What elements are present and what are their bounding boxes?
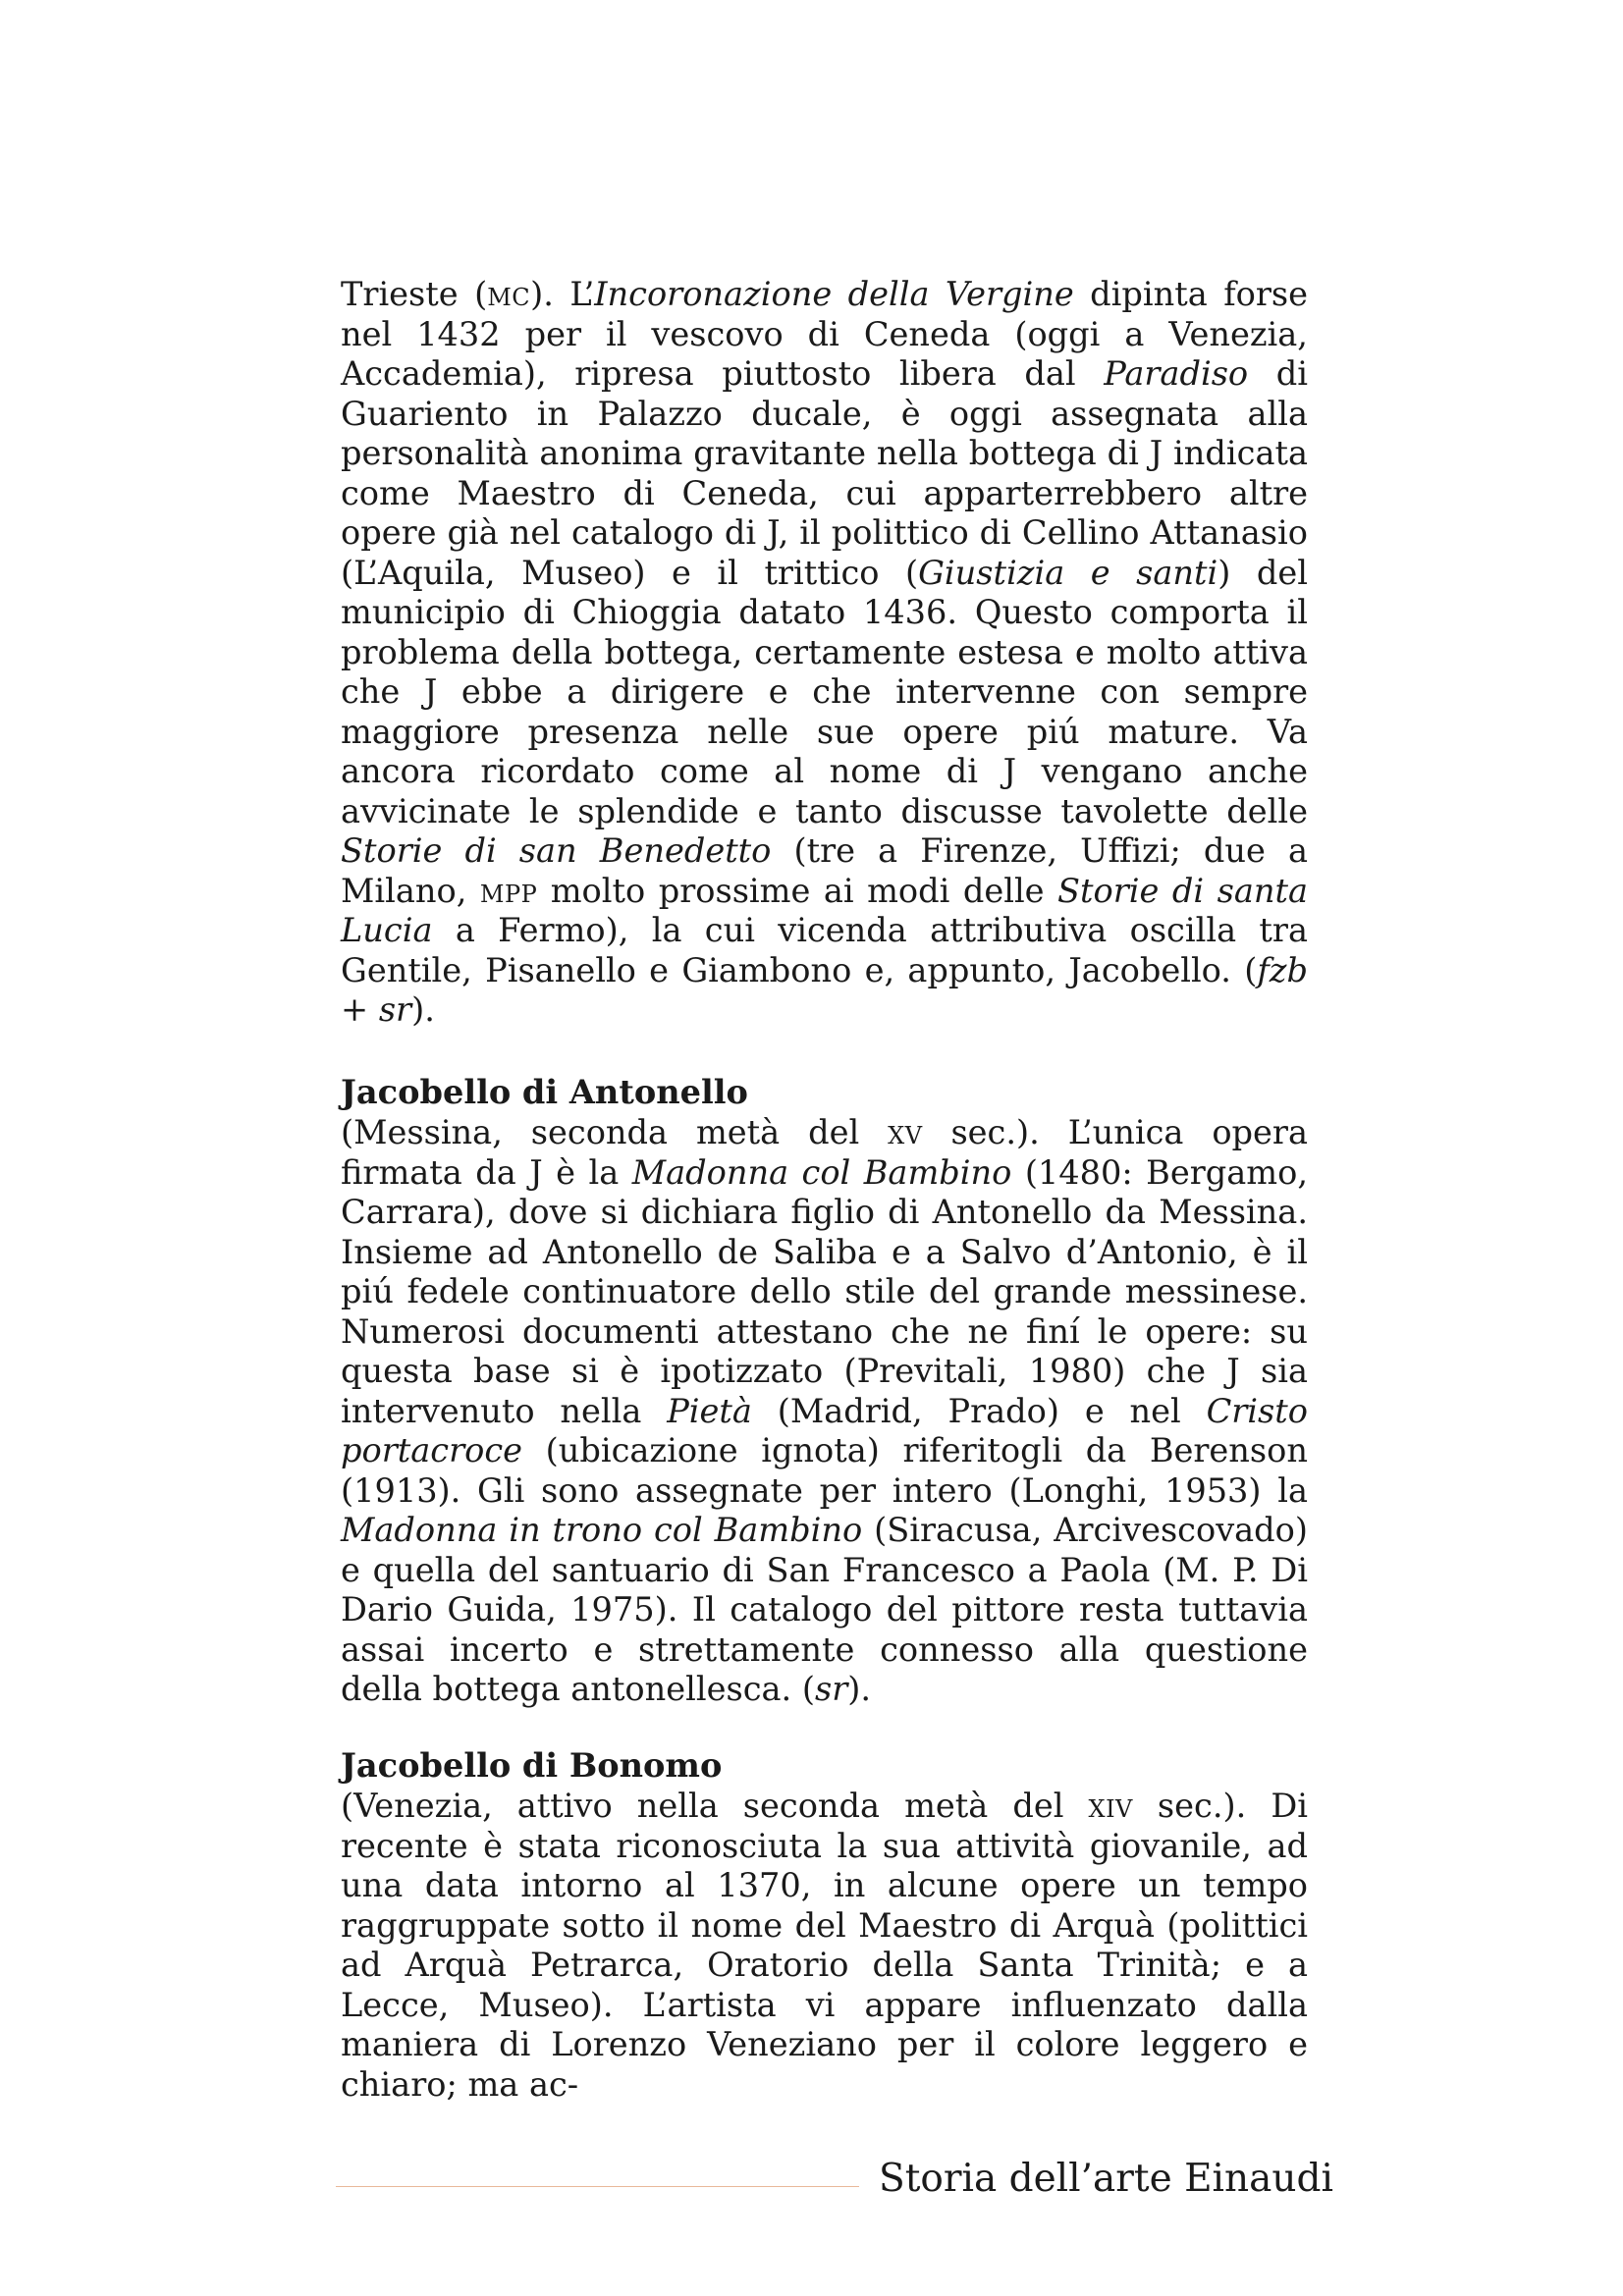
small-caps-run: xiv <box>1088 1787 1133 1825</box>
italic-run: sr <box>815 1670 848 1708</box>
text-run: ). <box>847 1670 872 1708</box>
text-run: sec.). L’unica opera firmata da J è la <box>341 1113 1308 1192</box>
text-run: (Venezia, attivo nella seconda metà del <box>341 1787 1089 1825</box>
entry-body <box>341 275 1308 1031</box>
text-run: (Madrid, Prado) e nel <box>751 1391 1207 1430</box>
small-caps-run: xv <box>888 1113 923 1151</box>
text-run: (Siracusa, Arcivescovado) e quella del santuario di San Francesco a Paola (M. P. Di Dario Guida, 1975). Il catalogo del pittore resta tuttavia assai incerto e strettamente connesso alla questione della bottega antonellesca. ( <box>341 1511 1308 1708</box>
text-run: di Guariento in Palazzo ducale, è oggi assegnata alla personalità anonima gravitante nella bottega di J indicata come Maestro di Ceneda, cui apparterrebbero altre opere già nel catalogo di J, il polittico di Cellino Attanasio (L’Aquila, Museo) e il trittico ( <box>341 354 1308 592</box>
text-run: ). <box>411 990 435 1029</box>
text-run: (tre a Firenze, Uffizi; due a Milano, <box>341 831 1309 910</box>
italic-run: Madonna in trono col Bambino <box>341 1511 863 1549</box>
italic-run: sr <box>378 990 412 1029</box>
entry-body <box>341 1113 1308 1710</box>
text-run: molto prossime ai modi delle <box>537 871 1058 910</box>
entry-body <box>341 1787 1308 2105</box>
italic-run: Incoronazione della Vergine <box>594 275 1074 313</box>
text-run: Trieste ( <box>341 275 488 313</box>
italic-run: Cristo portacroce <box>341 1391 1308 1469</box>
entry-heading: Jacobello di Antonello <box>341 1071 748 1111</box>
italic-run: Madonna col Bambino <box>631 1152 1012 1192</box>
italic-run: Storie di santa Lucia <box>341 871 1308 949</box>
italic-run: Storie di san Benedetto <box>341 831 772 870</box>
text-run: sec.). Di recente è stata riconosciuta la sua attività giovanile, ad una data intorno al 1370, in alcune opere un tempo raggruppate sotto il nome del Maestro di Arquà (polittici ad Arquà Petrarca, Oratorio della Santa Trinità; e a Lecce, Museo). L’artista vi appare influenzato dalla maniera di Lorenzo Veneziano per il colore leggero e chiaro; ma ac- <box>341 1787 1308 2104</box>
text-run: (Messina, seconda metà del <box>341 1113 889 1151</box>
text-run: ) del municipio di Chioggia datato 1436. Questo comporta il problema della bottega, certamente estesa e molto attiva che J ebbe a dirigere e che intervenne con sempre maggiore presenza nelle sue opere piú mature. Va ancora ricordato come al nome di J vengano anche avvicinate le splendide e tanto discusse tavolette delle <box>341 553 1308 830</box>
italic-run: Giustizia e santi <box>918 553 1218 592</box>
text-run: (ubicazione ignota) riferitogli da Berenson (1913). Gli sono assegnate per intero (Longhi, 1953) la <box>341 1431 1308 1510</box>
italic-run: fzb <box>1257 950 1308 989</box>
text-run: ). L’ <box>530 275 595 313</box>
page-text-column <box>341 275 1308 2105</box>
text-run: + <box>341 990 379 1029</box>
text-run: dipinta forse nel 1432 per il vescovo di Ceneda (oggi a Venezia, Accademia), ripresa piuttosto libera dal <box>341 275 1308 393</box>
footer-rule <box>336 2186 859 2187</box>
italic-run: Paradiso <box>1104 354 1249 393</box>
small-caps-run: mc <box>487 275 531 313</box>
italic-run: Pietà <box>667 1391 752 1430</box>
footer-title: Storia dell’arte Einaudi <box>879 2157 1333 2201</box>
small-caps-run: mpp <box>479 871 538 910</box>
text-run: a Fermo), la cui vicenda attributiva oscilla tra Gentile, Pisanello e Giambono e, appunto, Jacobello. ( <box>341 911 1308 989</box>
entry-heading: Jacobello di Bonomo <box>341 1744 723 1785</box>
text-run: (1480: Bergamo, Carrara), dove si dichiara figlio di Antonello da Messina. Insieme ad Antonello de Saliba e a Salvo d’Antonio, è il piú fedele continuatore dello stile del grande messinese. Numerosi documenti attestano che ne finí le opere: su questa base si è ipotizzato (Previtali, 1980) che J sia intervenuto nella <box>341 1152 1308 1430</box>
